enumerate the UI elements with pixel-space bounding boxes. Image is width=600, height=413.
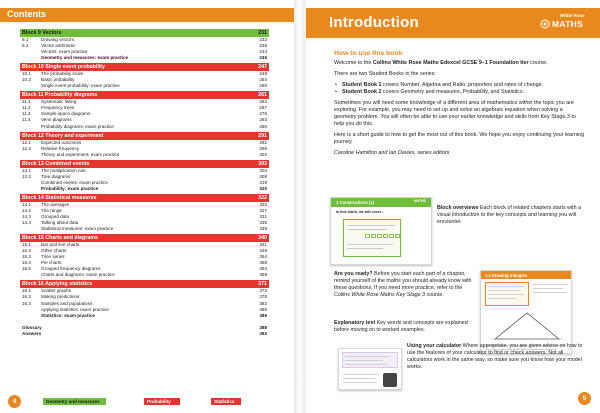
block-title: Block 15 Charts and diagrams [22, 235, 98, 242]
toc-row[interactable] [20, 186, 269, 192]
block-title: Block 12 Theory and experiment [22, 132, 104, 139]
toc-title: Probability: exam practice [41, 185, 99, 191]
toc-block [20, 132, 269, 158]
toc-page: 304 [259, 167, 267, 173]
footer-tag-statistics: Statistics [211, 398, 241, 405]
toc-title: Vectors: exam practice [41, 49, 88, 55]
thumbnail-title: 1 Constructions (1) [336, 200, 375, 205]
toc-title: Answers [22, 330, 42, 336]
toc-title: Tree diagrams [41, 173, 71, 179]
toc-page: 238 [259, 43, 267, 49]
toc-page: 358 [259, 260, 267, 266]
explanatory-text-label: Explanatory text [334, 320, 376, 326]
thumbnail-grid [365, 234, 400, 238]
toc-title: Scatter graphs [41, 288, 71, 294]
footer-tag-geometry: Geometry and measures [43, 398, 106, 405]
white-rose-maths-logo [538, 13, 590, 35]
block-page: 291 [258, 132, 267, 139]
calculator-text [407, 343, 583, 371]
toc-num: 14.2 [22, 207, 31, 213]
toc-title: Bar and line charts [41, 242, 80, 248]
list-item [334, 89, 586, 96]
toc-title: Time series [41, 254, 65, 260]
toc-page: 386 [259, 312, 267, 318]
toc-num: 15.2 [22, 248, 31, 254]
toc-title: Sample space diagrams [41, 111, 91, 117]
toc-page: 385 [259, 306, 267, 312]
toc-title: Charts and diagrams: exam practice [41, 272, 115, 278]
toc-row[interactable] [20, 152, 269, 158]
toc-num: 11.4 [22, 117, 31, 123]
toc-num: 15.3 [22, 254, 31, 260]
toc-title: Basic probability [41, 77, 75, 83]
block-page: 231 [258, 30, 267, 36]
toc-num: 10.2 [22, 77, 31, 83]
left-footer [0, 389, 300, 413]
toc-title: Statistics: exam practice [41, 312, 95, 318]
toc-block [20, 91, 269, 129]
toc-title: The probability scale [41, 71, 84, 77]
block-title: Block 13 Combined events [22, 160, 90, 167]
toc-page: 369 [259, 272, 267, 278]
toc-num [22, 186, 41, 192]
toc-num [22, 313, 41, 319]
toc-block [20, 194, 269, 232]
toc-page: 341 [259, 242, 267, 248]
welcome-text-end: course. [528, 60, 548, 67]
calculator-icon [383, 373, 397, 387]
toc-title: Expected outcomes [41, 139, 82, 145]
drawing-triangles-thumbnail [480, 270, 572, 354]
toc-page: 296 [259, 145, 267, 151]
toc-block-header[interactable] [20, 132, 269, 140]
toc-num: 16.1 [22, 288, 31, 294]
toc-title: Relative frequency [41, 145, 80, 151]
toc-page: 290 [259, 123, 267, 129]
editors-signature: Caroline Hamilton and Ian Davies, series editors [334, 150, 450, 157]
toc-page: 354 [259, 254, 267, 260]
toc-row[interactable] [20, 55, 269, 61]
toc-page: 245 [259, 55, 267, 61]
block-title: Block 16 Applying statistics [22, 281, 93, 288]
toc-end-row[interactable] [20, 331, 269, 337]
block-page: 261 [258, 92, 267, 99]
toc-num: 15.4 [22, 260, 31, 266]
toc-page: 363 [259, 266, 267, 272]
explanatory-text-description: Key words and concepts are explained before moving on to worked examples. [334, 320, 468, 334]
toc-title: Drawing vectors [41, 37, 74, 42]
course-name: Collins White Rose Maths Edexcel GCSE 9–1 Foundation tier [372, 60, 529, 67]
block-overviews-text [437, 205, 583, 226]
book1-label: Student Book 1 [342, 81, 382, 88]
block-page: 303 [258, 160, 267, 167]
toc-block-header[interactable] [20, 160, 269, 168]
toc-title: Theory and experiment: exam practice [41, 151, 120, 157]
are-you-ready-text [334, 271, 476, 299]
toc-page: 331 [259, 213, 267, 219]
toc-title: Probability diagrams: exam practice [41, 123, 114, 129]
toc-row[interactable] [20, 226, 269, 232]
thumbnail-subtitle: In this block, we will cover... [336, 210, 384, 214]
toc-title: The averages [41, 201, 70, 207]
toc-title: Geometry and measures: exam practice [41, 55, 129, 61]
calculator-thumbnail [338, 348, 402, 390]
toc-page: 276 [259, 111, 267, 117]
how-to-use-heading: How to use this book [334, 50, 403, 57]
toc-page: 283 [259, 117, 267, 123]
toc-num [22, 226, 41, 232]
toc-title: Samples and populations [41, 300, 93, 306]
series-paragraph: There are two Student Books in the series: [334, 71, 436, 77]
block-overview-thumbnail [330, 197, 432, 265]
toc-title: Pie charts [41, 260, 62, 266]
introduction-title: Introduction [329, 14, 419, 31]
toc-block [20, 234, 269, 278]
toc-page: 308 [259, 173, 267, 179]
toc-page: 232 [259, 37, 267, 42]
toc-block [20, 280, 269, 318]
toc-title: Venn diagrams [41, 117, 72, 123]
toc-page: 254 [259, 77, 267, 83]
toc-title: Single event probability: exam practice [41, 83, 120, 89]
welcome-text-start: Welcome to the [334, 60, 373, 67]
toc-block-header[interactable] [20, 194, 269, 202]
toc-title: Applying statistics: exam practice [41, 306, 109, 312]
footer-tag-probability: Probability [144, 398, 180, 405]
toc-row[interactable] [20, 313, 269, 319]
logo-top-text: White Rose [560, 13, 585, 18]
toc-num: 16.3 [22, 300, 31, 306]
toc-title: The range [41, 207, 62, 213]
toc-page: 382 [259, 300, 267, 306]
toc-title: Systematic listing [41, 99, 77, 105]
block-title: Block 14 Statistical measures [22, 194, 97, 201]
table-of-contents [20, 29, 269, 337]
toc-page: 248 [259, 71, 267, 77]
toc-page: 262 [259, 99, 267, 105]
toc-block [20, 29, 269, 61]
toc-block-header[interactable] [20, 29, 269, 37]
toc-title: Statistical measures: exam practice [41, 226, 114, 232]
toc-page: 260 [259, 83, 267, 89]
welcome-paragraph [334, 60, 586, 67]
toc-page: 267 [259, 105, 267, 111]
toc-row[interactable] [20, 272, 269, 278]
toc-num: 14.1 [22, 201, 31, 207]
toc-page: 302 [259, 151, 267, 157]
block-title: Block 11 Probability diagrams [22, 92, 98, 99]
toc-block [20, 160, 269, 192]
toc-title: Making predictions [41, 294, 80, 300]
contents-title: Contents [7, 9, 46, 19]
toc-block-header[interactable] [20, 91, 269, 99]
toc-page: 378 [259, 294, 267, 300]
calculator-label: Using your calculator [407, 343, 462, 349]
block-title: Block 10 Single event probability [22, 64, 106, 71]
toc-page: 348 [259, 248, 267, 254]
explanatory-text-paragraph [334, 320, 476, 334]
toc-num: 9.1 [22, 37, 29, 42]
block-page: 322 [258, 194, 267, 201]
knowledge-paragraph: Sometimes you will need some knowledge of a different area of mathematics within the topic you are exploring. For example, you may need to set up and solve an algebraic equation when solving a geometry problem. You will often be able to use your earlier knowledge and skills from Key Stage 3 to help you do this. [334, 99, 576, 128]
toc-num [22, 55, 41, 61]
toc-num [22, 83, 41, 89]
toc-page: 319 [259, 179, 267, 185]
book1-description: covers Number, Algebra and Ratio, proportion and rates of change. [381, 81, 544, 88]
toc-row[interactable] [20, 124, 269, 130]
thumbnail-title: 1.1 Drawing triangles [485, 273, 528, 278]
toc-title: Frequency trees [41, 105, 75, 111]
ks3-course-title: Collins White Rose Maths Key Stage 3 [334, 292, 425, 299]
are-you-ready-label: Are you ready? [334, 271, 373, 277]
page-number-right: 5 [578, 392, 591, 405]
toc-page: 335 [259, 220, 267, 226]
toc-page: 388 [259, 324, 267, 330]
toc-num [22, 272, 41, 278]
toc-num: 12.2 [22, 145, 31, 151]
list-item [334, 82, 586, 89]
toc-page: 292 [259, 139, 267, 145]
toc-num: 11.2 [22, 105, 31, 111]
toc-num: 16.2 [22, 294, 31, 300]
book2-description: covers Geometry and measures, Probability, and Statistics. [381, 89, 525, 95]
block-page: 340 [258, 235, 267, 242]
block-title: Block 9 Vectors [22, 30, 62, 36]
triangle-diagram [481, 309, 573, 343]
toc-page: 327 [259, 207, 267, 213]
toc-page: 244 [259, 49, 267, 55]
toc-num: 15.1 [22, 242, 31, 248]
toc-title: Combined events: exam practice [41, 179, 108, 185]
block-page: 247 [258, 64, 267, 71]
guide-paragraph: Here is a short guide to how to get the most out of this book. We hope you enjoy continuing your learning journey. [334, 132, 585, 146]
block-overviews-description: Each block of related chapters starts with a visual introduction to the key concepts and learning you will encounter. [437, 205, 581, 226]
toc-block-header[interactable] [20, 63, 269, 71]
toc-page: 372 [259, 288, 267, 294]
toc-page: 392 [259, 330, 267, 336]
thumbnail-logo: MATHS [414, 199, 426, 203]
toc-num: 14.4 [22, 220, 31, 226]
toc-title: Talking about data [41, 220, 79, 226]
block-overviews-label: Block overviews [437, 205, 479, 211]
logo-main-text: MATHS [552, 19, 584, 29]
toc-num: 13.2 [22, 173, 31, 179]
toc-block-header[interactable] [20, 280, 269, 288]
toc-title: Grouped data [41, 213, 70, 219]
toc-title: Vector arithmetic [41, 43, 76, 49]
toc-num [22, 124, 41, 130]
toc-page: 323 [259, 201, 267, 207]
toc-num: 15.5 [22, 266, 31, 272]
calculator-description: Where appropriate, you are given advice on how to use the features of your calculator to find or check answers. Not all calculators work in the same way, so make sure you know how your model works. [407, 343, 583, 371]
introduction-body [334, 50, 586, 161]
toc-num: 13.1 [22, 167, 31, 173]
toc-num: 12.1 [22, 139, 31, 145]
toc-row[interactable] [20, 83, 269, 89]
toc-page: 320 [259, 185, 267, 191]
toc-num: 11.1 [22, 99, 31, 105]
toc-title: The multiplication rule [41, 167, 86, 173]
toc-title: Grouped frequency diagrams [41, 266, 101, 272]
book2-label: Student Book 2 [342, 89, 382, 95]
toc-num: 9.2 [22, 43, 29, 49]
toc-num: 10.1 [22, 71, 31, 77]
student-books-list [334, 82, 586, 96]
toc-page: 339 [259, 226, 267, 232]
are-you-ready-end: course. [424, 292, 444, 299]
toc-block [20, 63, 269, 89]
toc-num: 14.3 [22, 213, 31, 219]
are-you-ready-description: Before you start each part of a chapter, remind yourself of the maths you should already know with these questions. If you need more practice, refer to the [334, 271, 472, 292]
toc-title: Other charts [41, 248, 67, 254]
toc-title: Glossary [22, 324, 42, 330]
toc-num [22, 152, 41, 158]
toc-block-header[interactable] [20, 234, 269, 242]
toc-num: 11.3 [22, 111, 31, 117]
block-page: 371 [258, 281, 267, 288]
page-number-left: 4 [8, 395, 21, 408]
